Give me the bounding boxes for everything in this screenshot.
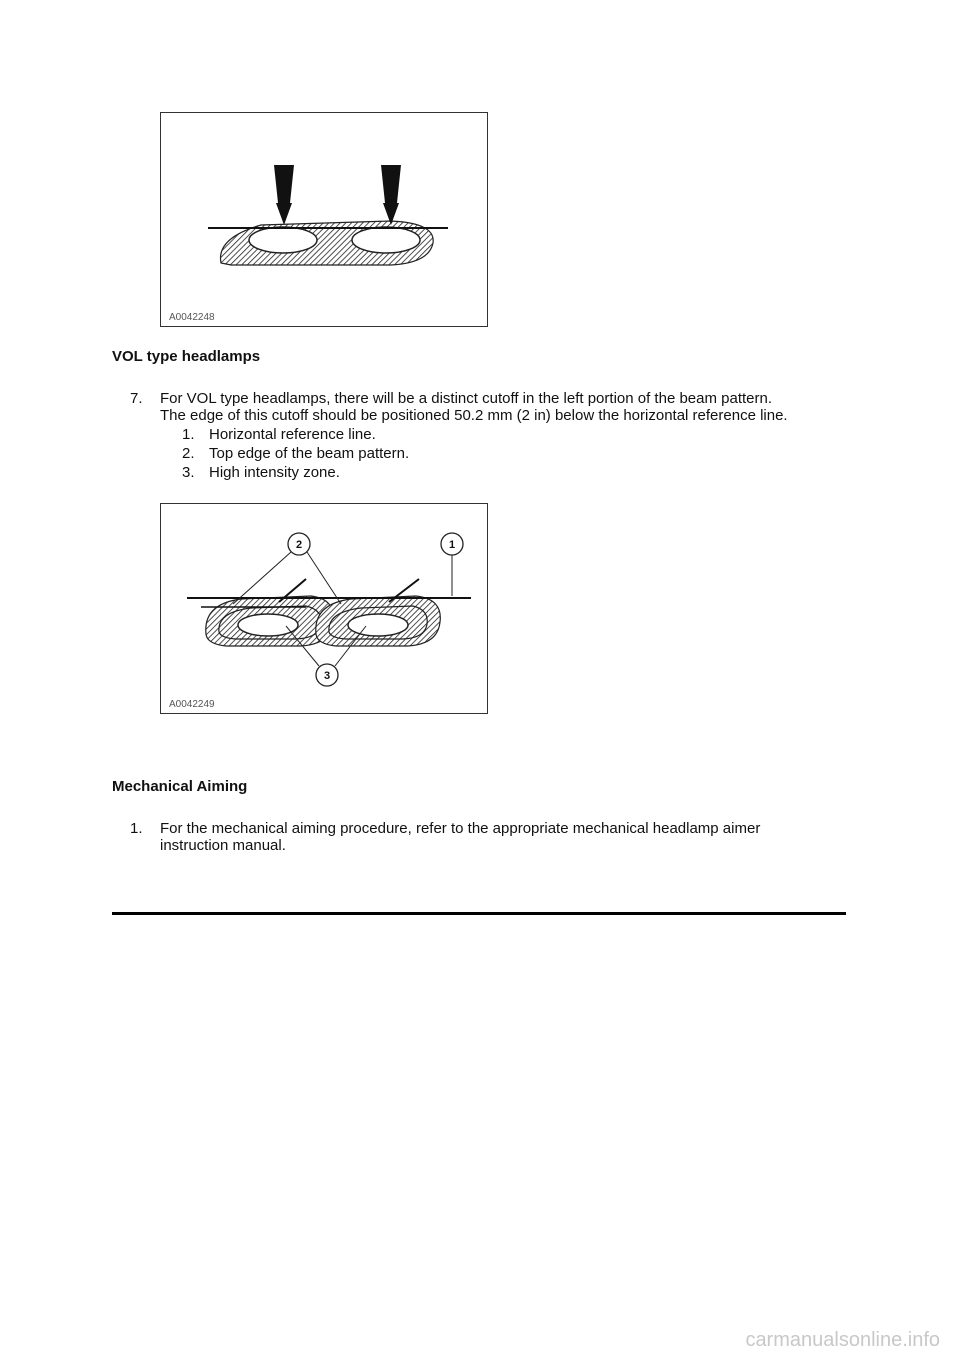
- step-text-line1: For the mechanical aiming procedure, refer to the appropriate mechanical headlamp aimer: [160, 820, 761, 837]
- section-heading-vol: VOL type headlamps: [112, 348, 261, 365]
- step-number: 1.: [130, 820, 143, 837]
- list-item-number: 2.: [182, 445, 195, 462]
- beam-pattern-illustration: [161, 113, 487, 326]
- page-end-rule: [112, 912, 846, 915]
- callout-3: 3: [323, 670, 331, 682]
- list-item: [182, 445, 195, 462]
- figure-id-label: A0042249: [169, 699, 215, 710]
- step-number: 7.: [130, 390, 143, 407]
- list-item-text: Horizontal reference line.: [209, 426, 376, 443]
- step-text-line2: The edge of this cutoff should be positioned 50.2 mm (2 in) below the horizontal reference line.: [160, 407, 788, 424]
- step-text-line2: instruction manual.: [160, 837, 286, 854]
- section-heading-mechanical-aiming: Mechanical Aiming: [112, 778, 248, 795]
- list-item-number: 3.: [182, 464, 195, 481]
- sub-list: [182, 426, 682, 486]
- figure-vol-beam-pattern-a0042249: [160, 503, 488, 714]
- figure-id-label: A0042248: [169, 312, 215, 323]
- step-text-line1: For VOL type headlamps, there will be a distinct cutoff in the left portion of the beam pattern.: [160, 390, 773, 407]
- callout-2: 2: [295, 539, 303, 551]
- watermark: carmanualsonline.info: [745, 1329, 940, 1351]
- figure-beam-pattern-a0042248: [160, 112, 488, 327]
- list-item-text: High intensity zone.: [209, 464, 340, 481]
- list-item-text: Top edge of the beam pattern.: [209, 445, 410, 462]
- list-item: [182, 464, 195, 481]
- list-item-number: 1.: [182, 426, 195, 443]
- list-item: [182, 426, 195, 443]
- callout-1: 1: [448, 539, 456, 551]
- vol-beam-pattern-illustration: [161, 504, 487, 713]
